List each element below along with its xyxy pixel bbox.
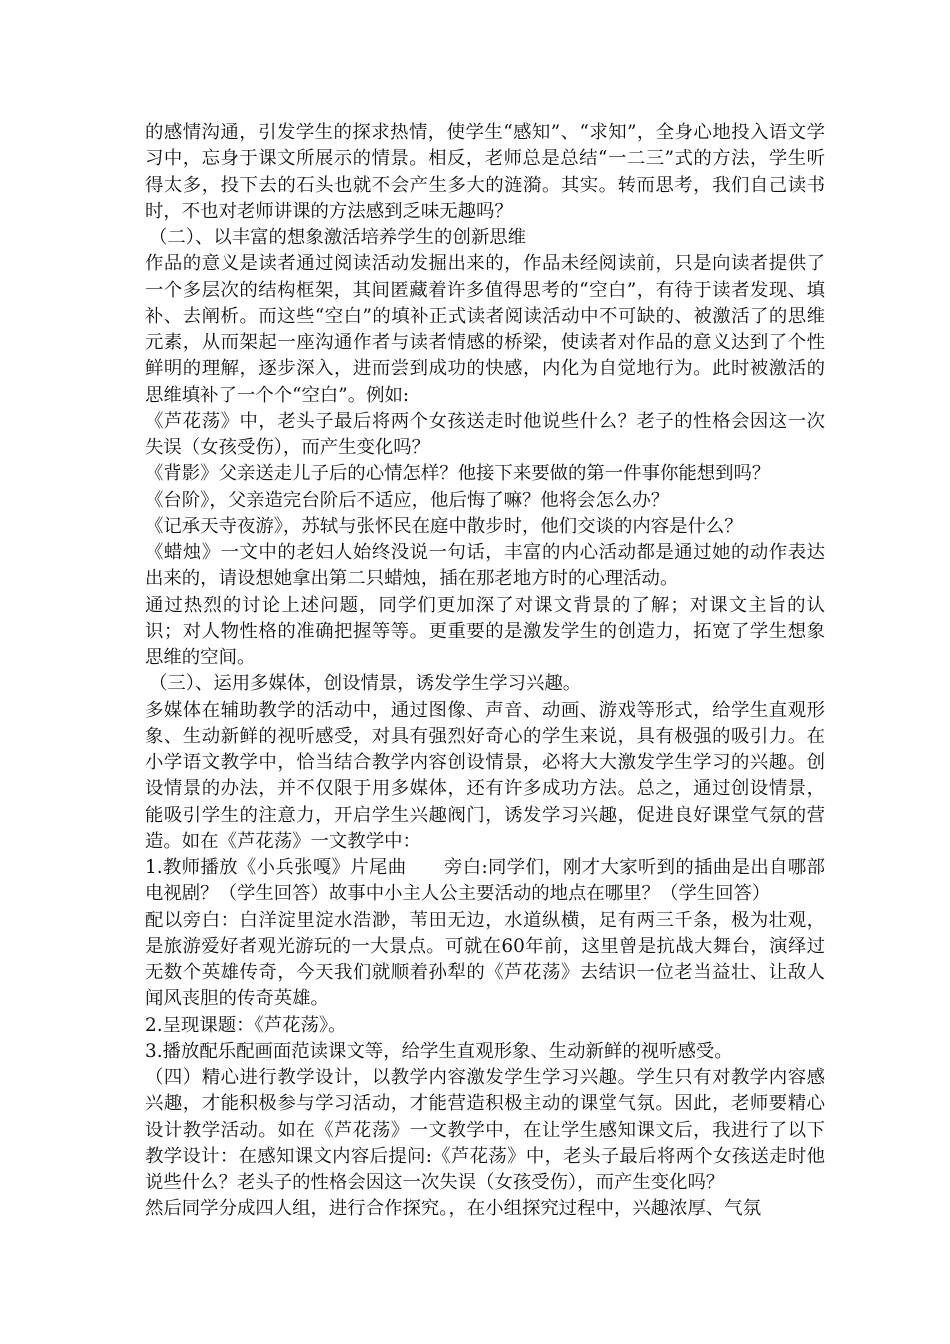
section-heading-2: （二）、以丰富的想象激活培养学生的创新思维 bbox=[149, 227, 527, 248]
section-heading-3: （三）、运用多媒体，创设情景，诱发学生学习兴趣。 bbox=[149, 673, 582, 695]
example-taijie: 《台阶》，父亲造完台阶后不适应，他后悔了嘛？他将会怎么办？ bbox=[145, 489, 670, 511]
paragraph-imagination: 作品的意义是读者通过阅读活动发掘出来的，作品未经阅读前，只是向读者提供了一个多层次的结构框架，其间匿藏着许多值得思考的“空白”，有待于读者发现、填补、去阐析。而这些“空白”的填补正式读者阅读活动中不可缺的、被激活了的思维元素，从而架起一座沟通作者与读者情感的桥梁，使读者对作品的意义达到了个性鲜明的理解，逐步深入，进而尝到成功的快感，内化为自觉地行为。此时被激活的思维填补了一个个“空白”。例如: bbox=[145, 253, 825, 406]
example-luhuadang: 《芦花荡》中，老头子最后将两个女孩送走时他说些什么？老子的性格会因这一次失误（女孩受伤），而产生变化吗？ bbox=[145, 410, 825, 458]
paragraph-multimedia: 多媒体在辅助教学的活动中，通过图像、声音、动画、游戏等形式，给学生直观形象、生动新鲜的视听感受，对具有强烈好奇心的学生来说，具有极强的吸引力。在小学语文教学中，恰当结合教学内容创设情景，必将大大激发学生学习的兴趣。创设情景的办法，并不仅限于用多媒体，还有许多成功方法。总之，通过创设情景，能吸引学生的注意力，开启学生兴趣阀门，诱发学习兴趣，促进良好课堂气氛的营造。如在《芦花荡》一文教学中： bbox=[145, 699, 825, 852]
example-beiying: 《背影》父亲送走儿子后的心情怎样？他接下来要做的第一件事你能想到吗？ bbox=[145, 463, 771, 485]
step-1-play-song: 1.教师播放《小兵张嘎》片尾曲 旁白:同学们，刚才大家听到的插曲是出自哪部电视剧？（学生回答）故事中小主人公主要活动的地点在哪里？（学生回答） bbox=[145, 857, 825, 905]
document-page bbox=[145, 120, 825, 1223]
step-3-reading: 3.播放配乐配画面范读课文等，给学生直观形象、生动新鲜的视听感受。 bbox=[145, 1040, 733, 1062]
step-narration: 配以旁白：白洋淀里淀水浩渺，苇田无边，水道纵横，足有两三千条，极为壮观，是旅游爱好者观光游玩的一大景点。可就在60年前，这里曾是抗战大舞台，演绎过无数个英雄传奇，今天我们就顺着孙犁的《芦花荡》去结识一位老当益壮、让敌人闻风丧胆的传奇英雄。 bbox=[145, 909, 825, 1010]
example-lazhu: 《蜡烛》一文中的老妇人始终没说一句话，丰富的内心活动都是通过她的动作表达出来的，请设想她拿出第二只蜡烛，插在那老地方时的心理活动。 bbox=[145, 542, 825, 590]
step-2-topic: 2.呈现课题：《芦花荡》。 bbox=[145, 1014, 347, 1036]
paragraph-emotional-communication: 的感情沟通，引发学生的探求热情，使学生“感知”、“求知”，全身心地投入语文学习中，忘身于课文所展示的情景。相反，老师总是总结“一二三”式的方法，学生听得太多，投下去的石头也就不会产生多大的涟漪。其实。转而思考，我们自己读书时，不也对老师讲课的方法感到乏味无趣吗？ bbox=[145, 122, 825, 222]
example-chengtiansi: 《记承天寺夜游》，苏轼与张怀民在庭中散步时，他们交谈的内容是什么？ bbox=[145, 515, 743, 537]
paragraph-discussion-summary: 通过热烈的讨论上述问题，同学们更加深了对课文背景的了解；对课文主旨的认识；对人物性格的准确把握等等。更重要的是激发学生的创造力，拓宽了学生想象思维的空间。 bbox=[145, 594, 825, 668]
paragraph-group-work: 然后同学分成四人组，进行合作探究。，在小组探究过程中，兴趣浓厚、气氛 bbox=[145, 1198, 762, 1220]
paragraph-teaching-design: （四）精心进行教学设计，以教学内容激发学生学习兴趣。学生只有对教学内容感兴趣，才能积极参与学习活动，才能营造积极主动的课堂气氛。因此，老师要精心设计教学活动。如在《芦花荡》一文教学中，在让学生感知课文后，我进行了以下教学设计：在感知课文内容后提问:《芦花荡》中，老头子最后将两个女孩送走时他说些什么？老头子的性格会因这一次失误（女孩受伤），而产生变化吗？ bbox=[145, 1067, 825, 1193]
